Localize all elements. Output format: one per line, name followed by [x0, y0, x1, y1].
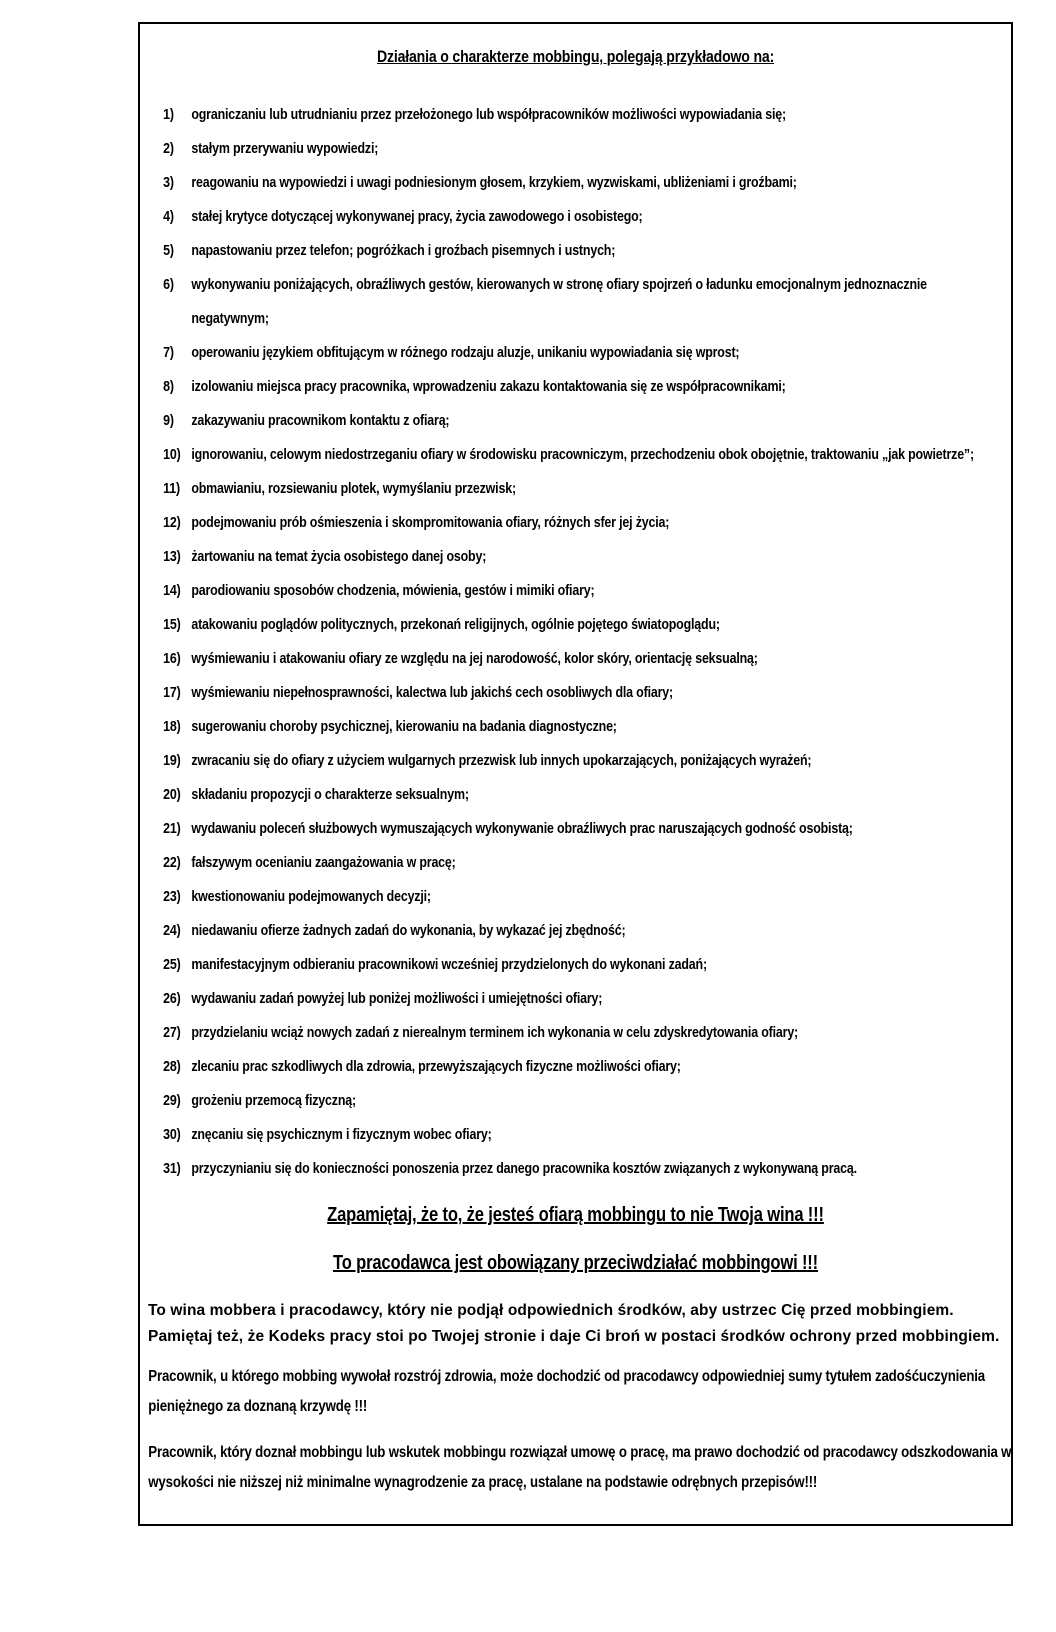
list-item-number: 13): [163, 548, 181, 565]
list-item-number: 23): [163, 888, 181, 905]
list-item: [140, 268, 1011, 336]
list-item: [140, 404, 1011, 438]
list-item: [140, 982, 1011, 1016]
list-item: [140, 744, 1011, 778]
list-item-number: 12): [163, 514, 181, 531]
list-item-text: przydzielaniu wciąż nowych zadań z nierealnym terminem ich wykonania w celu zdyskredytowania ofiary;: [191, 1024, 799, 1041]
list-item-number: 8): [163, 378, 174, 395]
list-item: [140, 676, 1011, 710]
list-item: [140, 880, 1011, 914]
list-item-text: przyczynianiu się do konieczności ponoszenia przez danego pracownika kosztów związanych z wykonywaną pracą.: [191, 1160, 857, 1177]
list-item-text: kwestionowaniu podejmowanych decyzji;: [191, 888, 431, 905]
list-item: [140, 914, 1011, 948]
list-item-text: obmawianiu, rozsiewaniu plotek, wymyślaniu przezwisk;: [191, 480, 516, 497]
list-item: [140, 506, 1011, 540]
list-item: [140, 370, 1011, 404]
list-item-text: napastowaniu przez telefon; pogróżkach i groźbach pisemnych i ustnych;: [191, 242, 616, 259]
paragraph-indemnity: Pracownik, który doznał mobbingu lub wskutek mobbingu rozwiązał umowę o pracę, ma prawo dochodzić od pracodawcy odszkodowania w wysokości nie niższej niż minimalne wynagrodzenie za pracę, ustalane na podstawie odrębnych przepisów!!!: [148, 1444, 1012, 1491]
list-item-text: zakazywaniu pracownikom kontaktu z ofiarą;: [191, 412, 450, 429]
list-item-number: 4): [163, 208, 174, 225]
list-item-text: sugerowaniu choroby psychicznej, kierowaniu na badania diagnostyczne;: [191, 718, 617, 735]
list-item: [140, 608, 1011, 642]
list-item-number: 7): [163, 344, 174, 361]
list-item-text: podejmowaniu prób ośmieszenia i skompromitowania ofiary, różnych sfer jej życia;: [191, 514, 670, 531]
paragraph-compensation: Pracownik, u którego mobbing wywołał rozstrój zdrowia, może dochodzić od pracodawcy odpowiedniej sumy tytułem zadośćuczynienia pieniężnego za doznaną krzywdę !!!: [148, 1368, 985, 1415]
list-item-number: 17): [163, 684, 181, 701]
list-item-text: niedawaniu ofierze żadnych zadań do wykonania, by wykazać jej zbędność;: [191, 922, 626, 939]
list-item: [140, 1084, 1011, 1118]
list-item-text: znęcaniu się psychicznym i fizycznym wobec ofiary;: [191, 1126, 492, 1143]
list-item-text: atakowaniu poglądów politycznych, przekonań religijnych, ogólnie pojętego światopoglądu;: [191, 616, 720, 633]
list-item-text: parodiowaniu sposobów chodzenia, mówienia, gestów i mimiki ofiary;: [191, 582, 595, 599]
list-item: [140, 710, 1011, 744]
list-item-number: 6): [163, 276, 174, 293]
list-item-number: 16): [163, 650, 181, 667]
list-item-number: 19): [163, 752, 181, 769]
list-item: [140, 438, 1011, 472]
list-item: [140, 336, 1011, 370]
list-item-number: 21): [163, 820, 181, 837]
list-item-text: żartowaniu na temat życia osobistego danej osoby;: [191, 548, 487, 565]
list-item-text: stałym przerywaniu wypowiedzi;: [191, 140, 379, 157]
list-item-text: wyśmiewaniu i atakowaniu ofiary ze względu na jej narodowość, kolor skóry, orientację seksualną;: [191, 650, 758, 667]
list-item: [140, 132, 1011, 166]
list-item-text: ignorowaniu, celowym niedostrzeganiu ofiary w środowisku pracowniczym, przechodzeniu obok obojętnie, traktowaniu „jak powietrze”;: [191, 446, 974, 463]
list-item-number: 5): [163, 242, 174, 259]
list-item-text: grożeniu przemocą fizyczną;: [191, 1092, 356, 1109]
list-item: [140, 812, 1011, 846]
list-item: [140, 234, 1011, 268]
list-item: [140, 98, 1011, 132]
list-item: [140, 778, 1011, 812]
list-item-number: 26): [163, 990, 181, 1007]
list-item-text: składaniu propozycji o charakterze seksualnym;: [191, 786, 469, 803]
list-item: [140, 846, 1011, 880]
list-item-text: fałszywym ocenianiu zaangażowania w pracę;: [191, 854, 456, 871]
list-item: [140, 642, 1011, 676]
heading-employer: To pracodawca jest obowiązany przeciwdziałać mobbingowi !!!: [333, 1252, 819, 1274]
list-item-number: 10): [163, 446, 181, 463]
list-item-number: 3): [163, 174, 174, 191]
list-item: [140, 472, 1011, 506]
list-item-text: izolowaniu miejsca pracy pracownika, wprowadzeniu zakazu kontaktowania się ze współpracownikami;: [191, 378, 786, 395]
list-item-number: 30): [163, 1126, 181, 1143]
list-item-text: wydawaniu zadań powyżej lub poniżej możliwości i umiejętności ofiary;: [191, 990, 603, 1007]
list-item-text: ograniczaniu lub utrudnianiu przez przełożonego lub współpracowników możliwości wypowiadania się;: [191, 106, 786, 123]
document-title: Działania o charakterze mobbingu, polegają przykładowo na:: [376, 47, 775, 66]
list-item: [140, 948, 1011, 982]
paragraph-blame: To wina mobbera i pracodawcy, który nie podjął odpowiednich środków, aby ustrzec Cię przed mobbingiem. Pamiętaj też, że Kodeks pracy stoi po Twojej stronie i daje Ci broń w postaci środków ochrony przed mobbingiem.: [148, 1302, 1000, 1345]
list-item-text: reagowaniu na wypowiedzi i uwagi podniesionym głosem, krzykiem, wyzwiskami, ubliżeniami i groźbami;: [191, 174, 797, 191]
list-item-text: operowaniu językiem obfitującym w różnego rodzaju aluzje, unikaniu wypowiadania się wprost;: [191, 344, 740, 361]
list-item-number: 9): [163, 412, 174, 429]
list-item-text: wykonywaniu poniżających, obraźliwych gestów, kierowanych w stronę ofiary spojrzeń o ładunku emocjonalnym jednoznacznie negatywnym;: [191, 276, 927, 327]
heading-remember: Zapamiętaj, że to, że jesteś ofiarą mobbingu to nie Twoja wina !!!: [327, 1204, 824, 1226]
list-item-number: 20): [163, 786, 181, 803]
list-item-number: 22): [163, 854, 181, 871]
list-item-number: 25): [163, 956, 181, 973]
list-item-number: 14): [163, 582, 181, 599]
list-item: [140, 166, 1011, 200]
list-item: [140, 1050, 1011, 1084]
list-item: [140, 1152, 1011, 1186]
list-item-number: 31): [163, 1160, 181, 1177]
list-item-text: stałej krytyce dotyczącej wykonywanej pracy, życia zawodowego i osobistego;: [191, 208, 643, 225]
mobbing-list: [140, 98, 1011, 1186]
document-frame: [138, 22, 1013, 1526]
list-item-text: manifestacyjnym odbieraniu pracownikowi wcześniej przydzielonych do wykonani zadań;: [191, 956, 707, 973]
list-item-number: 11): [163, 480, 180, 497]
list-item-text: wydawaniu poleceń służbowych wymuszających wykonywanie obraźliwych prac naruszających godność osobistą;: [191, 820, 853, 837]
list-item-number: 1): [163, 106, 174, 123]
list-item-number: 24): [163, 922, 181, 939]
list-item-number: 2): [163, 140, 174, 157]
list-item-text: zlecaniu prac szkodliwych dla zdrowia, przewyższających fizyczne możliwości ofiary;: [191, 1058, 681, 1075]
list-item-number: 18): [163, 718, 181, 735]
list-item: [140, 200, 1011, 234]
list-item-text: zwracaniu się do ofiary z użyciem wulgarnych przezwisk lub innych upokarzających, poniżających wyrażeń;: [191, 752, 812, 769]
list-item: [140, 574, 1011, 608]
list-item-text: wyśmiewaniu niepełnosprawności, kalectwa lub jakichś cech osobliwych dla ofiary;: [191, 684, 673, 701]
list-item: [140, 540, 1011, 574]
list-item-number: 27): [163, 1024, 181, 1041]
list-item: [140, 1118, 1011, 1152]
list-item: [140, 1016, 1011, 1050]
list-item-number: 15): [163, 616, 181, 633]
list-item-number: 29): [163, 1092, 181, 1109]
list-item-number: 28): [163, 1058, 181, 1075]
